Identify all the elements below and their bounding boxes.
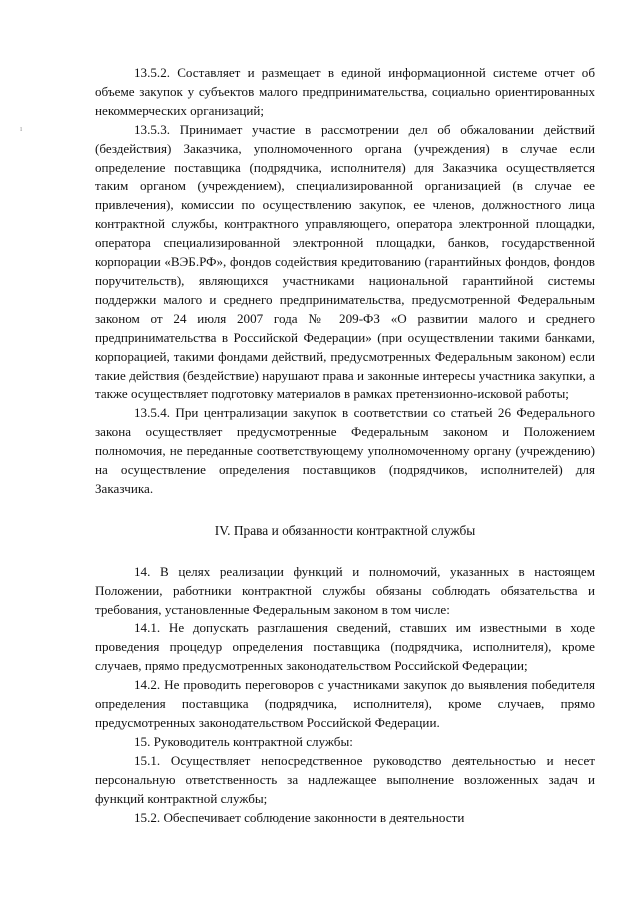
paragraph-13-5-2: 13.5.2. Составляет и размещает в единой информационной системе отчет об объеме закупок у субъектов малого предпринимательства, социально ориентированных некоммерческих организаций; [95,65,595,118]
paragraph-14-1: 14.1. Не допускать разглашения сведений, ставших им известными в ходе проведения процедур определения поставщика (подрядчика, исполнителя), кроме случаев, прямо предусмотренных законодательством Российской Федерации; [95,620,595,674]
paragraph-15: 15. Руководитель контрактной службы: [134,733,353,749]
paragraph-15-1: 15.1. Осуществляет непосредственное руководство деятельностью и несет персональную ответственность за надлежащее выполнение возложенных задач и функций контрактной службы; [95,752,595,806]
paragraph-13-5-3: 13.5.3. Принимает участие в рассмотрении дел об обжаловании действий (бездействия) Заказчика, уполномоченного органа (учреждения) в случае если определение поставщика (подрядчика, исполнителя) для Заказчика осуществляется таким органом (учреждением), специализированной организацией (в случае ее привлечения), комиссии по осуществлению закупок, ее членов, должностного лица контрактной службы, контрактного управляющего, оператора электронной площадки, оператора специализированной электронной площадки, банков, государственной корпорации «ВЭБ.РФ», фондов содействия кредитованию (гарантийных фондов, фондов поручительств), являющихся участниками национальной гарантийной системы поддержки малого и среднего предпринимательства, предусмотренной Федеральным законом от 24 июля 2007 года № 209-ФЗ «О развитии малого и среднего предпринимательства в Российской Федерации» (при осуществлении такими банками, корпорацией, такими фондами действий, предусмотренных Федеральным законом) если такие действия (бездействие) нарушают права и законные интересы участника закупки, а также осуществляет подготовку материалов в рамках претензионно-исковой работы; [95,121,595,402]
paragraph-14-2: 14.2. Не проводить переговоров с участниками закупок до выявления победителя определения поставщика (подрядчика, исполнителя), кроме случаев, прямо предусмотренных законодательством Российской Федерации. [95,677,595,730]
paragraph-14: 14. В целях реализации функций и полномочий, указанных в настоящем Положении, работники контрактной службы обязаны соблюдать обязательства и требования, установленные Федеральным законом в том числе: [95,563,595,617]
paragraph-13-5-4: 13.5.4. При централизации закупок в соответствии со статьей 26 Федерального закона осуществляет предусмотренные Федеральным законом и Положением полномочия, не переданные соответствующему уполномоченному органу (учреждению) на осуществление определения поставщиков (подрядчиков, исполнителей) для Заказчика. [95,405,595,496]
section-heading: IV. Права и обязанности контрактной службы [214,522,476,538]
document-body [95,64,595,827]
paragraph-15-2: 15.2. Обеспечивает соблюдение законности в деятельности [134,809,465,825]
scan-margin-mark: ı [20,124,23,133]
